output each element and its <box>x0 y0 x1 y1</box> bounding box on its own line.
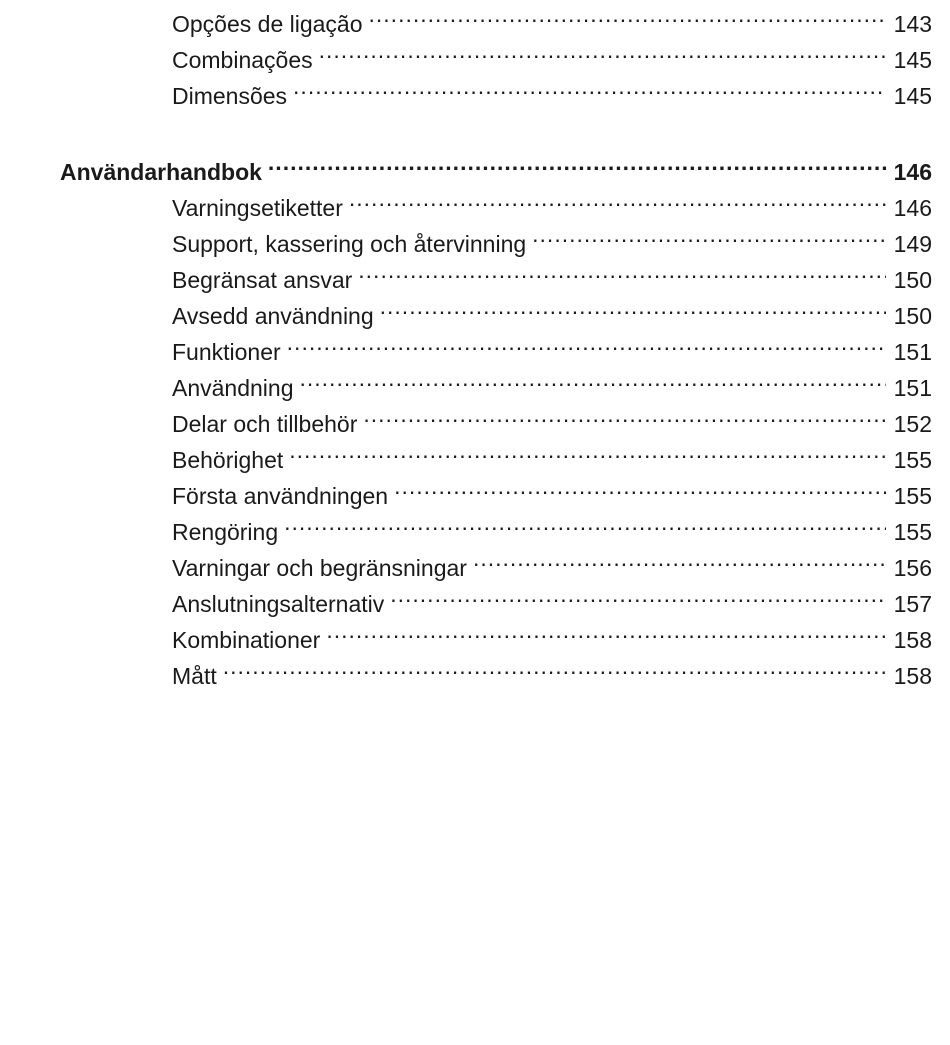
toc-section-heading[interactable] <box>60 144 932 185</box>
toc-leader-dots <box>223 648 886 684</box>
toc-entry-label: Första användningen <box>172 483 389 509</box>
toc-entry-label: Kombinationer <box>172 627 321 653</box>
toc-entry-page: 155 <box>893 447 932 473</box>
toc-leader-dots <box>319 32 886 68</box>
toc-entry-label: Användning <box>172 375 294 401</box>
toc-group-sv <box>60 180 932 689</box>
toc-leader-dots <box>293 68 886 104</box>
toc-entry-label: Mått <box>172 663 217 689</box>
toc-entry-page: 152 <box>893 411 932 437</box>
toc-group-pt <box>60 0 932 109</box>
toc-leader-dots <box>300 360 887 396</box>
toc-entry-page: 145 <box>893 83 932 109</box>
toc-section-label: Användarhandbok <box>60 159 262 185</box>
toc-entry-page: 151 <box>893 339 932 365</box>
toc-leader-dots <box>349 180 886 216</box>
toc-entry-label: Dimensões <box>172 83 288 109</box>
toc-entry-label: Rengöring <box>172 519 279 545</box>
toc-leader-dots <box>326 612 886 648</box>
toc-entry-page: 150 <box>893 267 932 293</box>
toc-entry-label: Delar och tillbehör <box>172 411 358 437</box>
toc-entry-page: 157 <box>893 591 932 617</box>
toc-entry-label: Anslutningsalternativ <box>172 591 385 617</box>
toc-leader-dots <box>473 540 886 576</box>
toc-entry-page: 155 <box>893 519 932 545</box>
toc-entry-page: 149 <box>893 231 932 257</box>
toc-entry-label: Begränsat ansvar <box>172 267 353 293</box>
toc-leader-dots <box>284 504 886 540</box>
toc-entry-page: 155 <box>893 483 932 509</box>
toc-leader-dots <box>268 144 886 180</box>
toc-entry-label: Behörighet <box>172 447 284 473</box>
toc-entry-label: Funktioner <box>172 339 281 365</box>
toc-entry-label: Varningsetiketter <box>172 195 343 221</box>
toc-leader-dots <box>394 468 886 504</box>
toc-section-page: 146 <box>893 159 932 185</box>
toc-entry-label: Combinações <box>172 47 313 73</box>
toc-entry-label: Varningar och begränsningar <box>172 555 467 581</box>
toc-leader-dots <box>390 576 886 612</box>
toc-leader-dots <box>532 216 886 252</box>
toc-entry-page: 151 <box>893 375 932 401</box>
toc-leader-dots <box>289 432 886 468</box>
toc-entry-page: 156 <box>893 555 932 581</box>
toc-leader-dots <box>363 396 886 432</box>
toc-entry-page: 158 <box>893 627 932 653</box>
toc-leader-dots <box>358 252 886 288</box>
toc-leader-dots <box>369 0 886 32</box>
toc-entry-page: 146 <box>893 195 932 221</box>
toc-leader-dots <box>380 288 886 324</box>
toc-entry-page: 158 <box>893 663 932 689</box>
toc-entry-label: Opções de ligação <box>172 11 363 37</box>
toc-entry[interactable] <box>60 0 932 37</box>
toc-entry-page: 145 <box>893 47 932 73</box>
toc-entry-label: Avsedd användning <box>172 303 374 329</box>
toc-leader-dots <box>287 324 886 360</box>
toc-entry-page: 143 <box>893 11 932 37</box>
table-of-contents <box>60 0 932 689</box>
toc-entry-page: 150 <box>893 303 932 329</box>
toc-entry-label: Support, kassering och återvinning <box>172 231 527 257</box>
